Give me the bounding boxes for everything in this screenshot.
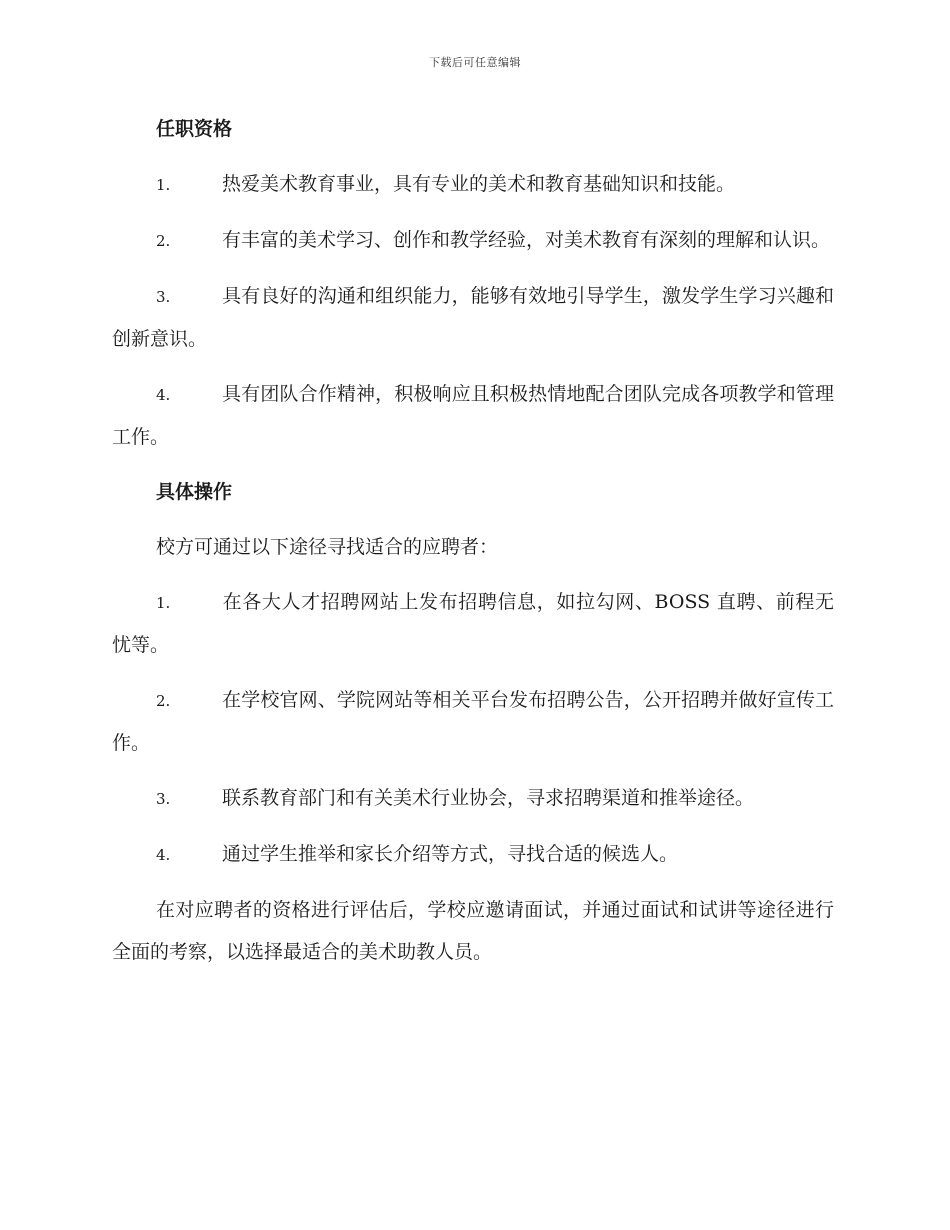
conclusion-paragraph: 在对应聘者的资格进行评估后，学校应邀请面试，并通过面试和试讲等途径进行全面的考察，以选择最适合的美术助教人员。 xyxy=(112,899,834,963)
list-number: 2. xyxy=(156,232,171,250)
list-number: 4. xyxy=(156,846,171,864)
list-number: 1. xyxy=(156,176,171,194)
list-number: 2. xyxy=(156,692,171,710)
operation-item-3 xyxy=(112,777,834,820)
list-number: 3. xyxy=(156,288,171,306)
list-number: 1. xyxy=(156,594,171,612)
operation-item-4 xyxy=(112,833,834,876)
list-item-text: 有丰富的美术学习、创作和教学经验，对美术教育有深刻的理解和认识。 xyxy=(222,229,831,251)
qualification-item-1 xyxy=(112,163,834,206)
list-item-text: 在学校官网、学院网站等相关平台发布招聘公告，公开招聘并做好宣传工作。 xyxy=(112,689,834,754)
qualification-item-3 xyxy=(112,275,834,360)
list-number: 3. xyxy=(156,790,171,808)
page-header: 下载后可任意编辑 xyxy=(429,56,521,69)
qualification-item-2 xyxy=(112,219,834,262)
list-item-text: 具有良好的沟通和组织能力，能够有效地引导学生，激发学生学习兴趣和创新意识。 xyxy=(112,285,834,350)
list-item-text: 联系教育部门和有关美术行业协会，寻求招聘渠道和推举途径。 xyxy=(222,787,755,809)
list-item-text: 通过学生推举和家长介绍等方式，寻找合适的候选人。 xyxy=(222,843,679,865)
list-item-text: 热爱美术教育事业，具有专业的美术和教育基础知识和技能。 xyxy=(222,173,736,195)
qualification-item-4 xyxy=(112,373,834,458)
list-item-text: 具有团队合作精神，积极响应且积极热情地配合团队完成各项教学和管理工作。 xyxy=(112,383,834,448)
operations-heading: 具体操作 xyxy=(156,481,233,503)
document-body xyxy=(112,108,834,986)
operations-intro: 校方可通过以下途径寻找适合的应聘者： xyxy=(156,536,499,558)
list-item-text: 在各大人才招聘网站上发布招聘信息，如拉勾网、BOSS 直聘、前程无忧等。 xyxy=(112,591,834,656)
operation-item-1 xyxy=(112,581,834,666)
list-number: 4. xyxy=(156,386,171,404)
operation-item-2 xyxy=(112,679,834,764)
qualifications-heading: 任职资格 xyxy=(156,118,233,140)
